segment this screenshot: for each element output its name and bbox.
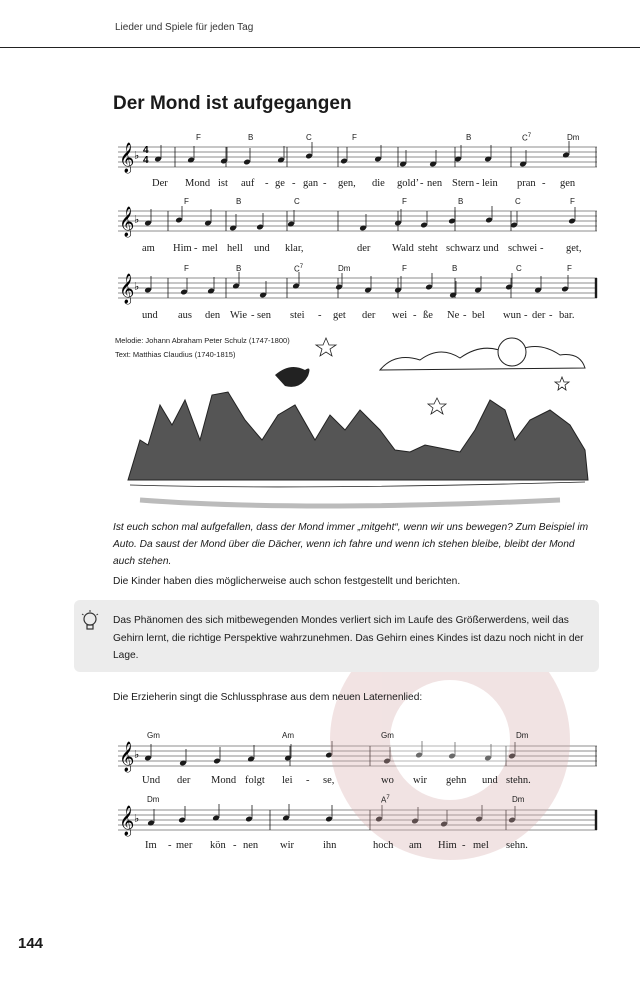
lyric-syllable: get [333,310,346,321]
lyric-syllable: wir [413,775,427,786]
lyric-syllable: die [372,178,385,189]
lyric-syllable: Him [173,243,192,254]
lyric-syllable: se, [323,775,335,786]
info-text: Das Phänomen des sich mitbewegenden Mondes verliert sich im Laufe des Größerwerdens, weil das Gehirn lernt, die richtige Perspektive wahrzunehmen. Das Gehirn eines Kindes ist dazu noch nicht in der Lage. [113,615,584,661]
chord-symbol: F [184,197,189,206]
treble-clef-icon: 𝄞 [119,143,135,173]
lyric-syllable: - [463,310,467,321]
lyric-syllable: wun [503,310,522,321]
lyric-syllable: - [251,310,255,321]
flat-key-signature-icon: ♭ [134,748,140,761]
flat-key-signature-icon: ♭ [134,812,140,825]
chord-symbol: $C^7$ [522,133,532,143]
star-icon [428,398,446,414]
lyric-syllable: lein [482,178,498,189]
chord-symbol: Am [282,731,294,740]
chord-symbol: C [306,133,312,142]
lyric-syllable: Mond [185,178,211,189]
chord-symbol: Dm [147,795,160,804]
lyric-syllable: klar, [285,243,304,254]
lyric-syllable: aus [178,310,192,321]
flat-key-signature-icon: ♭ [134,213,140,226]
lyric-syllable: - [265,178,269,189]
time-signature: 4 [143,145,149,156]
chord-symbol: F [402,264,407,273]
lyric-syllable: Und [142,775,161,786]
lyric-syllable: Der [152,178,168,189]
moon [498,338,526,366]
treble-clef-icon: 𝄞 [119,207,135,237]
lyric-syllable: gen [560,178,576,189]
lyric-syllable: - [413,310,417,321]
lyric-syllable: mel [473,840,489,851]
lyric-syllable: wir [280,840,294,851]
lyric-syllable: und [254,243,270,254]
lyric-syllable: - [524,310,528,321]
treble-clef-icon: 𝄞 [119,274,135,304]
lyric-syllable: mel [202,243,218,254]
lyric-syllable: kön [210,840,226,851]
flat-key-signature-icon: ♭ [134,280,140,293]
lyric-syllable: und [483,243,499,254]
chord-symbol: Gm [381,731,394,740]
text-credit: Text: Matthias Claudius (1740-1815) [115,350,236,359]
lyric-syllable: ge [275,178,285,189]
lyric-syllable: lei [282,775,293,786]
lyric-syllable: ihn [323,840,337,851]
lyric-syllable: Wald [392,243,414,254]
lyric-syllable: auf [241,178,255,189]
lyric-syllable: - [420,178,424,189]
chord-symbol: B [236,197,242,206]
treble-clef-icon: 𝄞 [119,742,135,772]
chord-symbol: F [567,264,572,273]
lyric-syllable: - [292,178,296,189]
lyric-syllable: - [323,178,327,189]
chord-symbol: B [458,197,464,206]
star-icon [555,377,569,390]
chord-symbol: Dm [567,133,580,142]
chord-symbol: F [184,264,189,273]
lyric-syllable: der [177,775,191,786]
lyric-syllable: am [142,243,155,254]
lyric-syllable: ße [423,310,433,321]
lyric-syllable: gan [303,178,319,189]
chord-symbol: $A^7$ [381,795,390,805]
lyric-syllable: pran [517,178,536,189]
time-signature: 4 [143,155,149,166]
chord-symbol: B [466,133,472,142]
song-credits [115,334,290,362]
lyric-syllable: get, [566,243,582,254]
chord-symbol: F [352,133,357,142]
lyric-syllable: Im [145,840,157,851]
lyric-syllable: hoch [373,840,394,851]
chord-symbol: C [515,197,521,206]
lyric-syllable: den [205,310,221,321]
lyric-syllable: - [318,310,322,321]
lyric-syllable: und [482,775,498,786]
treble-clef-icon: 𝄞 [119,806,135,836]
lyric-syllable: folgt [245,775,265,786]
lyric-syllable: bel [472,310,485,321]
chord-symbol: C [294,197,300,206]
chord-symbol: Dm [338,264,351,273]
lyric-syllable: stehn. [506,775,531,786]
night-forest-illustration [128,338,588,506]
lyric-syllable: sen [257,310,271,321]
chord-symbol: B [452,264,458,273]
lyric-syllable: schwei [508,243,538,254]
ground-shadow [140,500,560,506]
lyric-syllable: - [168,840,172,851]
lyric-syllable: schwarz [446,243,481,254]
lyric-syllable: Stern [452,178,475,189]
lyric-syllable: wei [392,310,408,321]
lyric-syllable: gen, [338,178,356,189]
lyric-syllable: ist [218,178,228,189]
flat-key-signature-icon: ♭ [134,149,140,162]
chord-symbol: F [402,197,407,206]
lyric-syllable: Ne [447,310,460,321]
lyric-syllable: sehn. [506,840,528,851]
lyric-syllable: - [462,840,466,851]
lyric-syllable: - [549,310,553,321]
lightbulb-icon [80,610,100,634]
melody-credit: Melodie: Johann Abraham Peter Schulz (1747-1800) [115,336,290,345]
chord-symbol: F [196,133,201,142]
chord-symbol: F [570,197,575,206]
lyric-syllable: gehn [446,775,467,786]
ground [130,482,585,487]
chord-symbol: Dm [516,731,529,740]
lyric-syllable: nen [243,840,259,851]
lyric-syllable: - [476,178,480,189]
chord-symbol: B [248,133,254,142]
lyric-syllable: - [194,243,198,254]
lyric-syllable: Mond [211,775,237,786]
lyric-syllable: nen [427,178,443,189]
lyric-syllable: und [142,310,158,321]
lyric-syllable: - [540,243,544,254]
cloud [380,347,585,371]
lyric-syllable: der [357,243,371,254]
lyric-syllable: goldʼ [397,178,420,189]
lyric-syllable: - [306,775,310,786]
lyric-syllable: hell [227,243,243,254]
lyric-syllable: Wie [230,310,248,321]
chord-symbol: $C^7$ [294,264,304,274]
forest [128,392,588,480]
chord-symbol: Dm [512,795,525,804]
chord-symbol: B [236,264,242,273]
chord-symbol: C [516,264,522,273]
lyric-syllable: - [233,840,237,851]
bird [275,367,309,387]
lyric-syllable: am [409,840,422,851]
lantern-song-intro: Die Erzieherin singt die Schlussphrase aus dem neuen Laternenlied: [113,692,423,703]
lyric-syllable: steht [418,243,438,254]
lyric-syllable: der [532,310,546,321]
song-title: Der Mond ist aufgegangen [113,93,352,114]
lyric-syllable: bar. [559,310,575,321]
children-report-paragraph: Die Kinder haben dies möglicherweise auch schon festgestellt und berichten. [113,576,461,587]
lyric-syllable: stei [290,310,305,321]
lyric-syllable: der [362,310,376,321]
lyric-syllable: wo [381,775,394,786]
lyric-syllable: Him [438,840,457,851]
lyric-syllable: - [542,178,546,189]
running-header: Lieder und Spiele für jeden Tag [115,22,254,33]
lyric-syllable: mer [176,840,193,851]
chord-symbol: Gm [147,731,160,740]
intro-paragraph: Ist euch schon mal aufgefallen, dass der Mond immer „mitgeht“, wenn wir uns bewegen? Zum Beispiel im Auto. Da saust der Mond über die Dächer, wenn ich fahre und wenn ich stehen bleibe, bleibt der Mond auch stehen. [113,522,589,567]
star-icon [316,338,336,356]
page-number: 144 [18,935,44,952]
